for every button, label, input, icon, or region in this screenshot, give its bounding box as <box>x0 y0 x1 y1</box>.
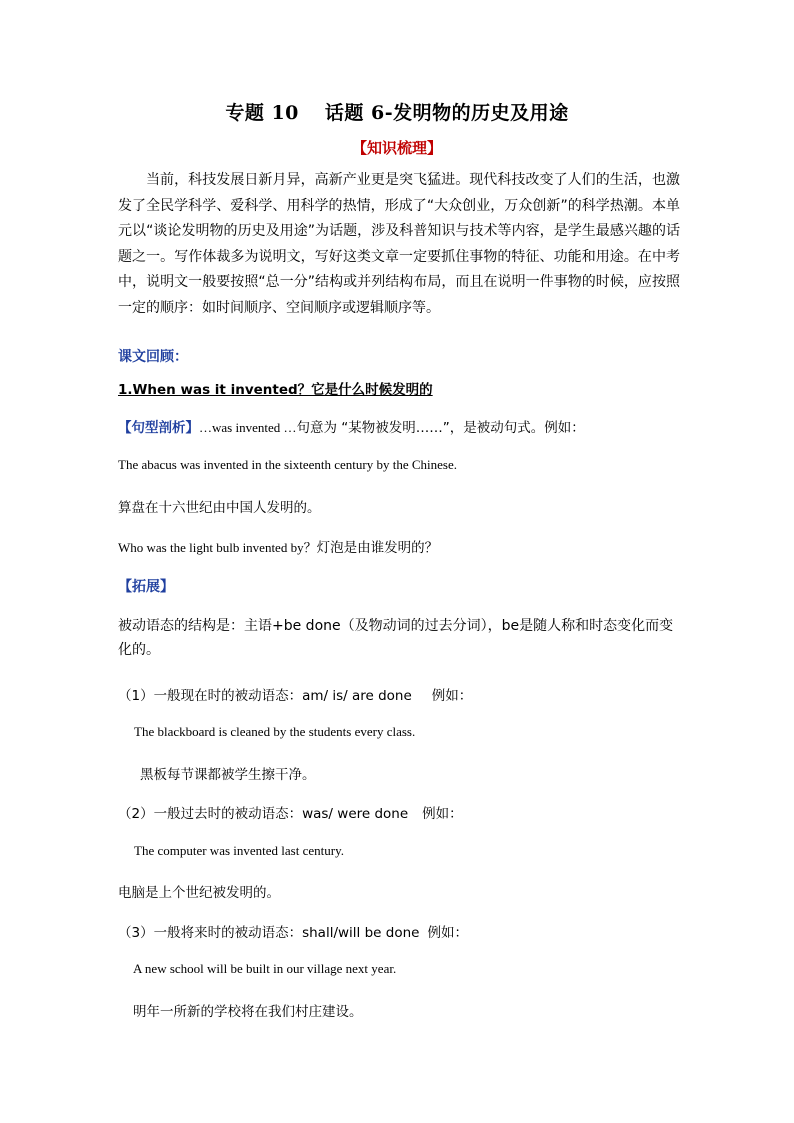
analysis-pattern: …was invented … <box>199 420 297 435</box>
item-label: （2）一般过去时的被动语态：was/ were done <box>118 806 409 822</box>
review-heading: 课文回顾： <box>118 349 188 365</box>
intro-paragraph: 当前，科技发展日新月异，高新产业更是突飞猛进。现代科技改变了人们的生活，也激发了全民学科学、爱科学、用科学的热情，形成了“大众创业，万众创新”的科学热潮。本单元以“谈论发明物的历史及用途”为话题，涉及科普知识与技术等内容，是学生最感兴趣的话题之一。写作体裁多为说明文，写好这类文章一定要抓住事物的特征、功能和用途。在中考中，说明文一般要按照“总一分”结构或并列结构布局，而且在说明一件事物的时候，应按照一定的顺序：如时间顺序、空间顺序或逻辑顺序等。 <box>118 172 680 316</box>
analysis-text: 句意为 “某物被发明……”，是被动句式。例如： <box>296 420 585 436</box>
item-lead: 例如： <box>422 806 463 822</box>
item-label: （1）一般现在时的被动语态：am/ is/ are done <box>118 688 412 704</box>
item-present-example-en: The blackboard is cleaned by the students every class. <box>134 724 416 739</box>
item-future-label <box>118 921 688 941</box>
example1-zh: 算盘在十六世纪由中国人发明的。 <box>118 500 321 516</box>
item-future-example-en: A new school will be built in our village next year. <box>133 961 397 976</box>
example2-zh: 灯泡是由谁发明的？ <box>316 540 439 556</box>
item-lead: 例如： <box>431 688 473 704</box>
item-lead: 例如： <box>427 925 468 941</box>
example1-en: The abacus was invented in the sixteenth century by the Chinese. <box>118 457 457 472</box>
page-title <box>0 98 794 125</box>
item-future-example-zh: 明年一所新的学校将在我们村庄建设。 <box>133 1004 363 1020</box>
section-tag: 【知识梳理】 <box>351 139 442 157</box>
item-past-example-zh: 电脑是上个世纪被发明的。 <box>118 885 280 901</box>
item-past-example-en: The computer was invented last century. <box>134 843 344 858</box>
structure-text: 被动语态的结构是：主语+be done（及物动词的过去分词），be是随人称和时态变化而变化的。 <box>118 618 674 658</box>
topic-title: 话题 6-发明物的历史及用途 <box>324 102 569 124</box>
example2-line <box>118 536 688 556</box>
item-present-example-zh: 黑板每节课都被学生擦干净。 <box>140 767 316 783</box>
item-label: （3）一般将来时的被动语态：shall/will be done <box>118 925 420 941</box>
topic-number: 专题 10 <box>225 102 299 124</box>
extension-heading: 【拓展】 <box>118 579 174 595</box>
example2-en: Who was the light bulb invented by？ <box>118 540 317 555</box>
item1-question: 1.When was it invented？它是什么时候发明的 <box>118 382 433 398</box>
item-past-label <box>118 802 688 822</box>
item-present-label <box>118 684 688 704</box>
analysis-line <box>118 416 688 436</box>
analysis-tag: 【句型剖析】 <box>118 420 199 436</box>
